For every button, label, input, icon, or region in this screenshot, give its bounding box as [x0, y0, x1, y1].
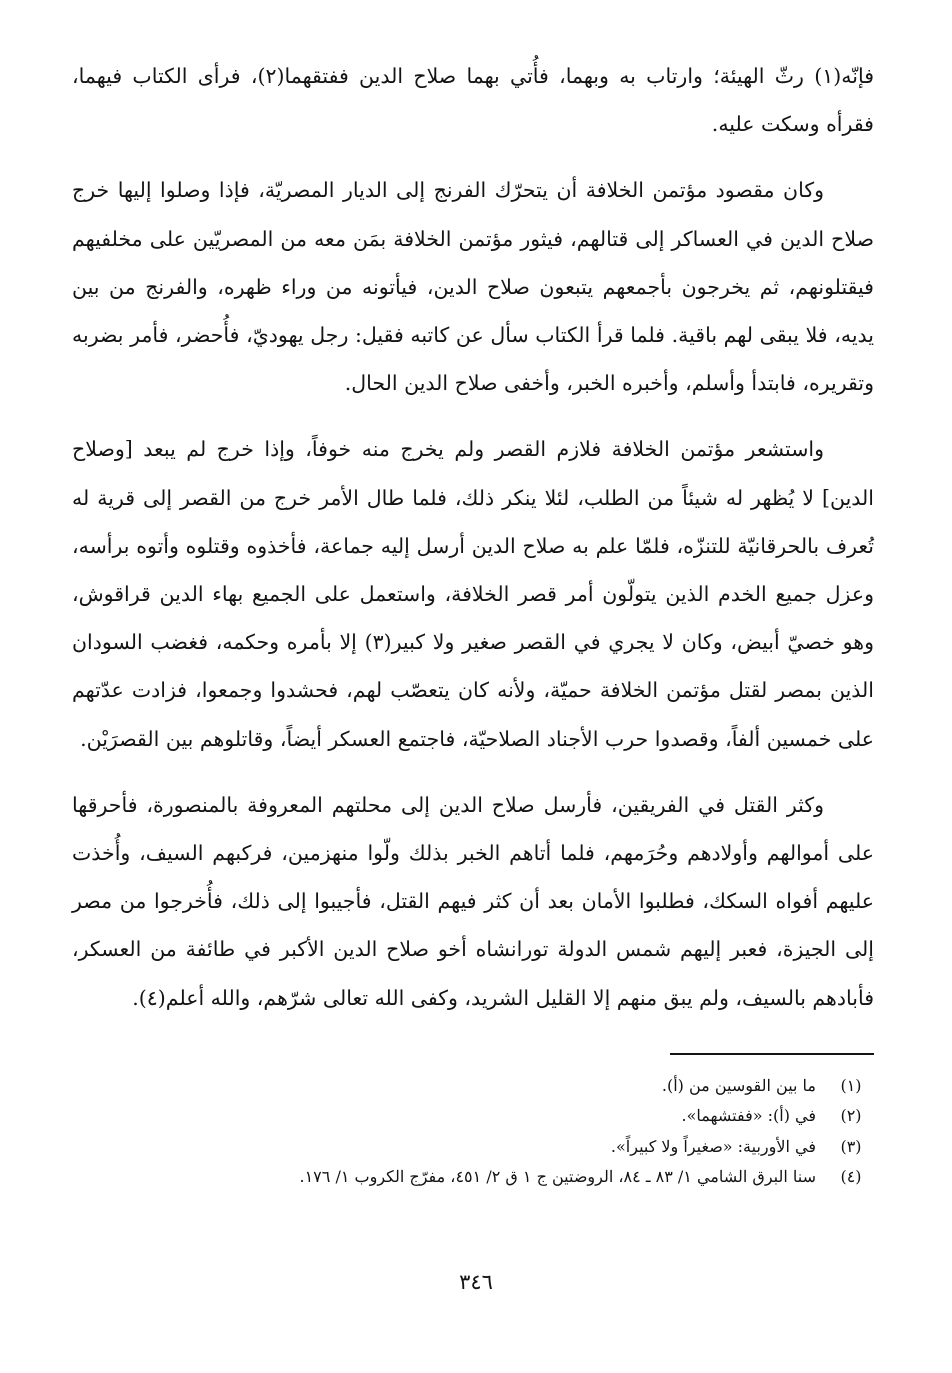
paragraph-3: واستشعر مؤتمن الخلافة فلازم القصر ولم يخرج منه خوفاً، وإذا خرج لم يبعد [وصلاح الدين] لا يُظهر له شيئاً من الطلب، لئلا ينكر ذلك، فلما طال الأمر خرج من القصر إلى قرية له تُعرف بالحرقانيّة للتنزّه، فلمّا علم به صلاح الدين أرسل إليه جماعة، فأخذوه وقتلوه وأتوه برأسه، وعزل جميع الخدم الذين يتولّون أمر قصر الخلافة، واستعمل على الجميع بهاء الدين قراقوش، وهو خصيّ أبيض، وكان لا يجري في القصر صغير ولا كبير(٣) إلا بأمره وحكمه، فغضب السودان الذين بمصر لقتل مؤتمن الخلافة حميّة، ولأنه كان يتعصّب لهم، فحشدوا وجمعوا، فزادت عدّتهم على خمسين ألفاً، وقصدوا حرب الأجناد الصلاحيّة، فاجتمع العسكر أيضاً، وقاتلوهم بين القصرَيْن.: [72, 437, 874, 751]
footnote-number: (٤): [840, 1167, 862, 1187]
footnote-text: في (أ): «ففتشهما».: [681, 1106, 816, 1126]
footnote-1: [72, 1071, 874, 1102]
paragraph-1: فإنّه(١) رثّ الهيئة؛ وارتاب به وبهما، فأُتي بهما صلاح الدين ففتقهما(٢)، فرأى الكتاب فيهما، فقرأه وسكت عليه.: [72, 64, 874, 137]
footnotes: [72, 1071, 874, 1193]
footnote-2: [72, 1101, 874, 1132]
page-number: ٣٤٦: [459, 1270, 493, 1294]
footnote-number: (١): [840, 1075, 862, 1095]
paragraph-4: وكثر القتل في الفريقين، فأرسل صلاح الدين إلى محلتهم المعروفة بالمنصورة، فأحرقها على أموالهم وأولادهم وحُرَمهم، فلما أتاهم الخبر بذلك ولّوا منهزمين، فركبهم السيف، وأُخذت عليهم أفواه السكك، فطلبوا الأمان بعد أن كثر فيهم القتل، فأجيبوا إلى ذلك، فأُخرجوا من مصر إلى الجيزة، فعبر إليهم شمس الدولة تورانشاه أخو صلاح الدين الأكبر في طائفة من العسكر، فأبادهم بالسيف، ولم يبق منهم إلا القليل الشريد، وكفى الله تعالى شرّهم، والله أعلم(٤).: [72, 792, 874, 1010]
footnote-3: [72, 1132, 874, 1163]
main-text: [72, 52, 874, 1022]
footnote-number: (٢): [840, 1106, 862, 1126]
footnote-4: [72, 1162, 874, 1193]
footnote-separator: [670, 1053, 874, 1055]
footnote-text: ما بين القوسين من (أ).: [661, 1075, 816, 1095]
footnote-number: (٣): [840, 1136, 862, 1156]
footnote-text: سنا البرق الشامي ١/ ٨٣ ـ ٨٤، الروضتين ج ١ ق ٢/ ٤٥١، مفرّج الكروب ١/ ١٧٦.: [299, 1167, 816, 1187]
footnote-text: في الأوربية: «صغيراً ولا كبيراً».: [610, 1136, 816, 1156]
paragraph-2: وكان مقصود مؤتمن الخلافة أن يتحرّك الفرنج إلى الديار المصريّة، فإذا وصلوا إليها خرج صلاح الدين في العساكر إلى قتالهم، فيثور مؤتمن الخلافة بمَن معه من المصريّين على مخلفيهم فيقتلونهم، ثم يخرجون بأجمعهم يتبعون صلاح الدين، فيأتونه من وراء ظهره، والفرنج من بين يديه، فلا يبقى لهم باقية. فلما قرأ الكتاب سأل عن كاتبه فقيل: رجل يهوديّ، فأُحضر، فأمر بضربه وتقريره، فابتدأ وأسلم، وأخبره الخبر، وأخفى صلاح الدين الحال.: [72, 178, 874, 396]
